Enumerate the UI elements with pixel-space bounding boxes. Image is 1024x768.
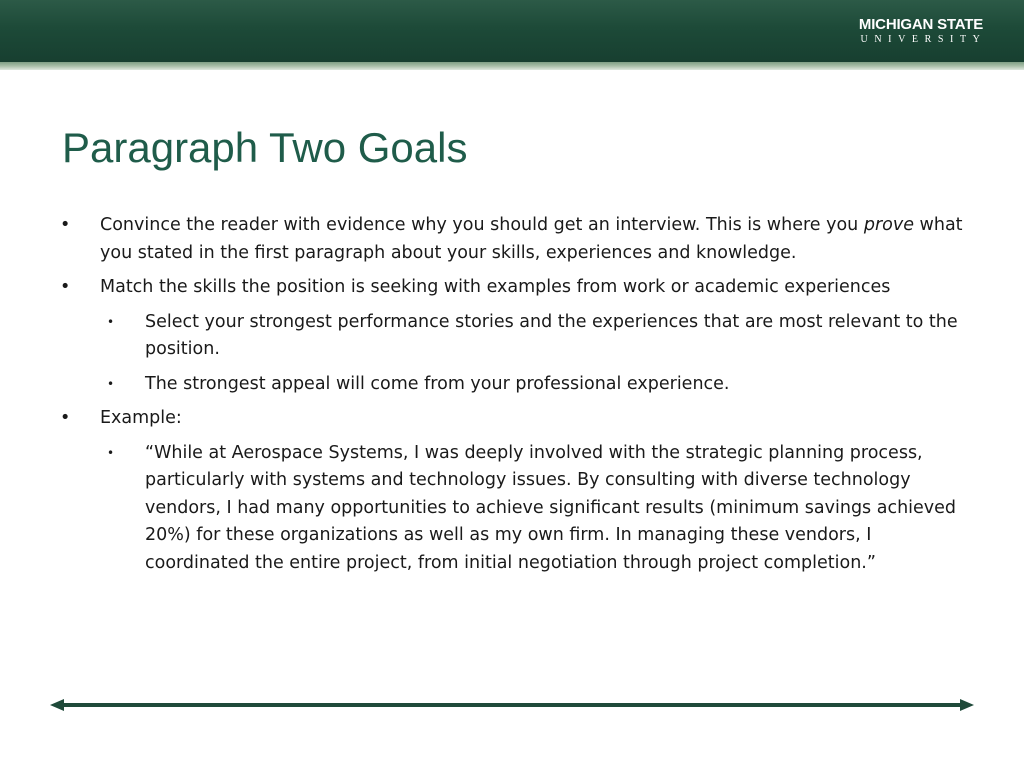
footer-divider — [50, 698, 974, 712]
sub-bullet-text: The strongest appeal will come from your professional experience. — [145, 373, 730, 394]
sub-bullet-dot: • — [107, 376, 115, 391]
logo-line2: UNIVERSITY — [860, 34, 987, 45]
bullet-item — [60, 405, 970, 433]
sub-bullet-text: Select your strongest performance stories and the experiences that are most relevant to the position. — [145, 311, 958, 359]
footer-right-arrow — [960, 699, 974, 711]
slide-title: Paragraph Two Goals — [62, 124, 468, 171]
msu-logo — [851, 16, 991, 46]
bullet-dot: • — [60, 408, 71, 428]
bullet-dot: • — [60, 277, 71, 297]
bullet-text: Match the skills the position is seeking with examples from work or academic experiences — [100, 277, 891, 297]
example-quote: “While at Aerospace Systems, I was deeply involved with the strategic planning process, particularly with systems and technology issues. By consulting with diverse technology vendors, I had many opportunities to achieve significant results (minimum savings achieved 20%) for these organizations as well as my own firm. In managing these vendors, I coordinated the entire project, from initial negotiation through project completion.” — [145, 442, 957, 573]
sub-bullet-item — [60, 440, 970, 578]
bullet-text-cont: what you stated in the first paragraph about your skills, experiences and knowledge. — [100, 215, 963, 263]
sub-bullet-dot: • — [107, 314, 115, 329]
header-stripe — [0, 62, 1024, 70]
bullet-emphasis: prove — [863, 215, 914, 235]
sub-bullet-dot: • — [107, 445, 115, 460]
bullet-dot: • — [60, 215, 71, 235]
bullet-item — [60, 212, 970, 267]
bullet-list — [60, 212, 970, 584]
sub-bullet-item — [60, 309, 970, 364]
logo-line1: MICHIGAN STATE — [858, 16, 984, 33]
bullet-item — [60, 274, 970, 302]
bullet-text: Example: — [100, 408, 182, 428]
bullet-text: Convince the reader with evidence why you should get an interview. This is where you — [100, 215, 864, 235]
sub-bullet-item — [60, 371, 970, 399]
